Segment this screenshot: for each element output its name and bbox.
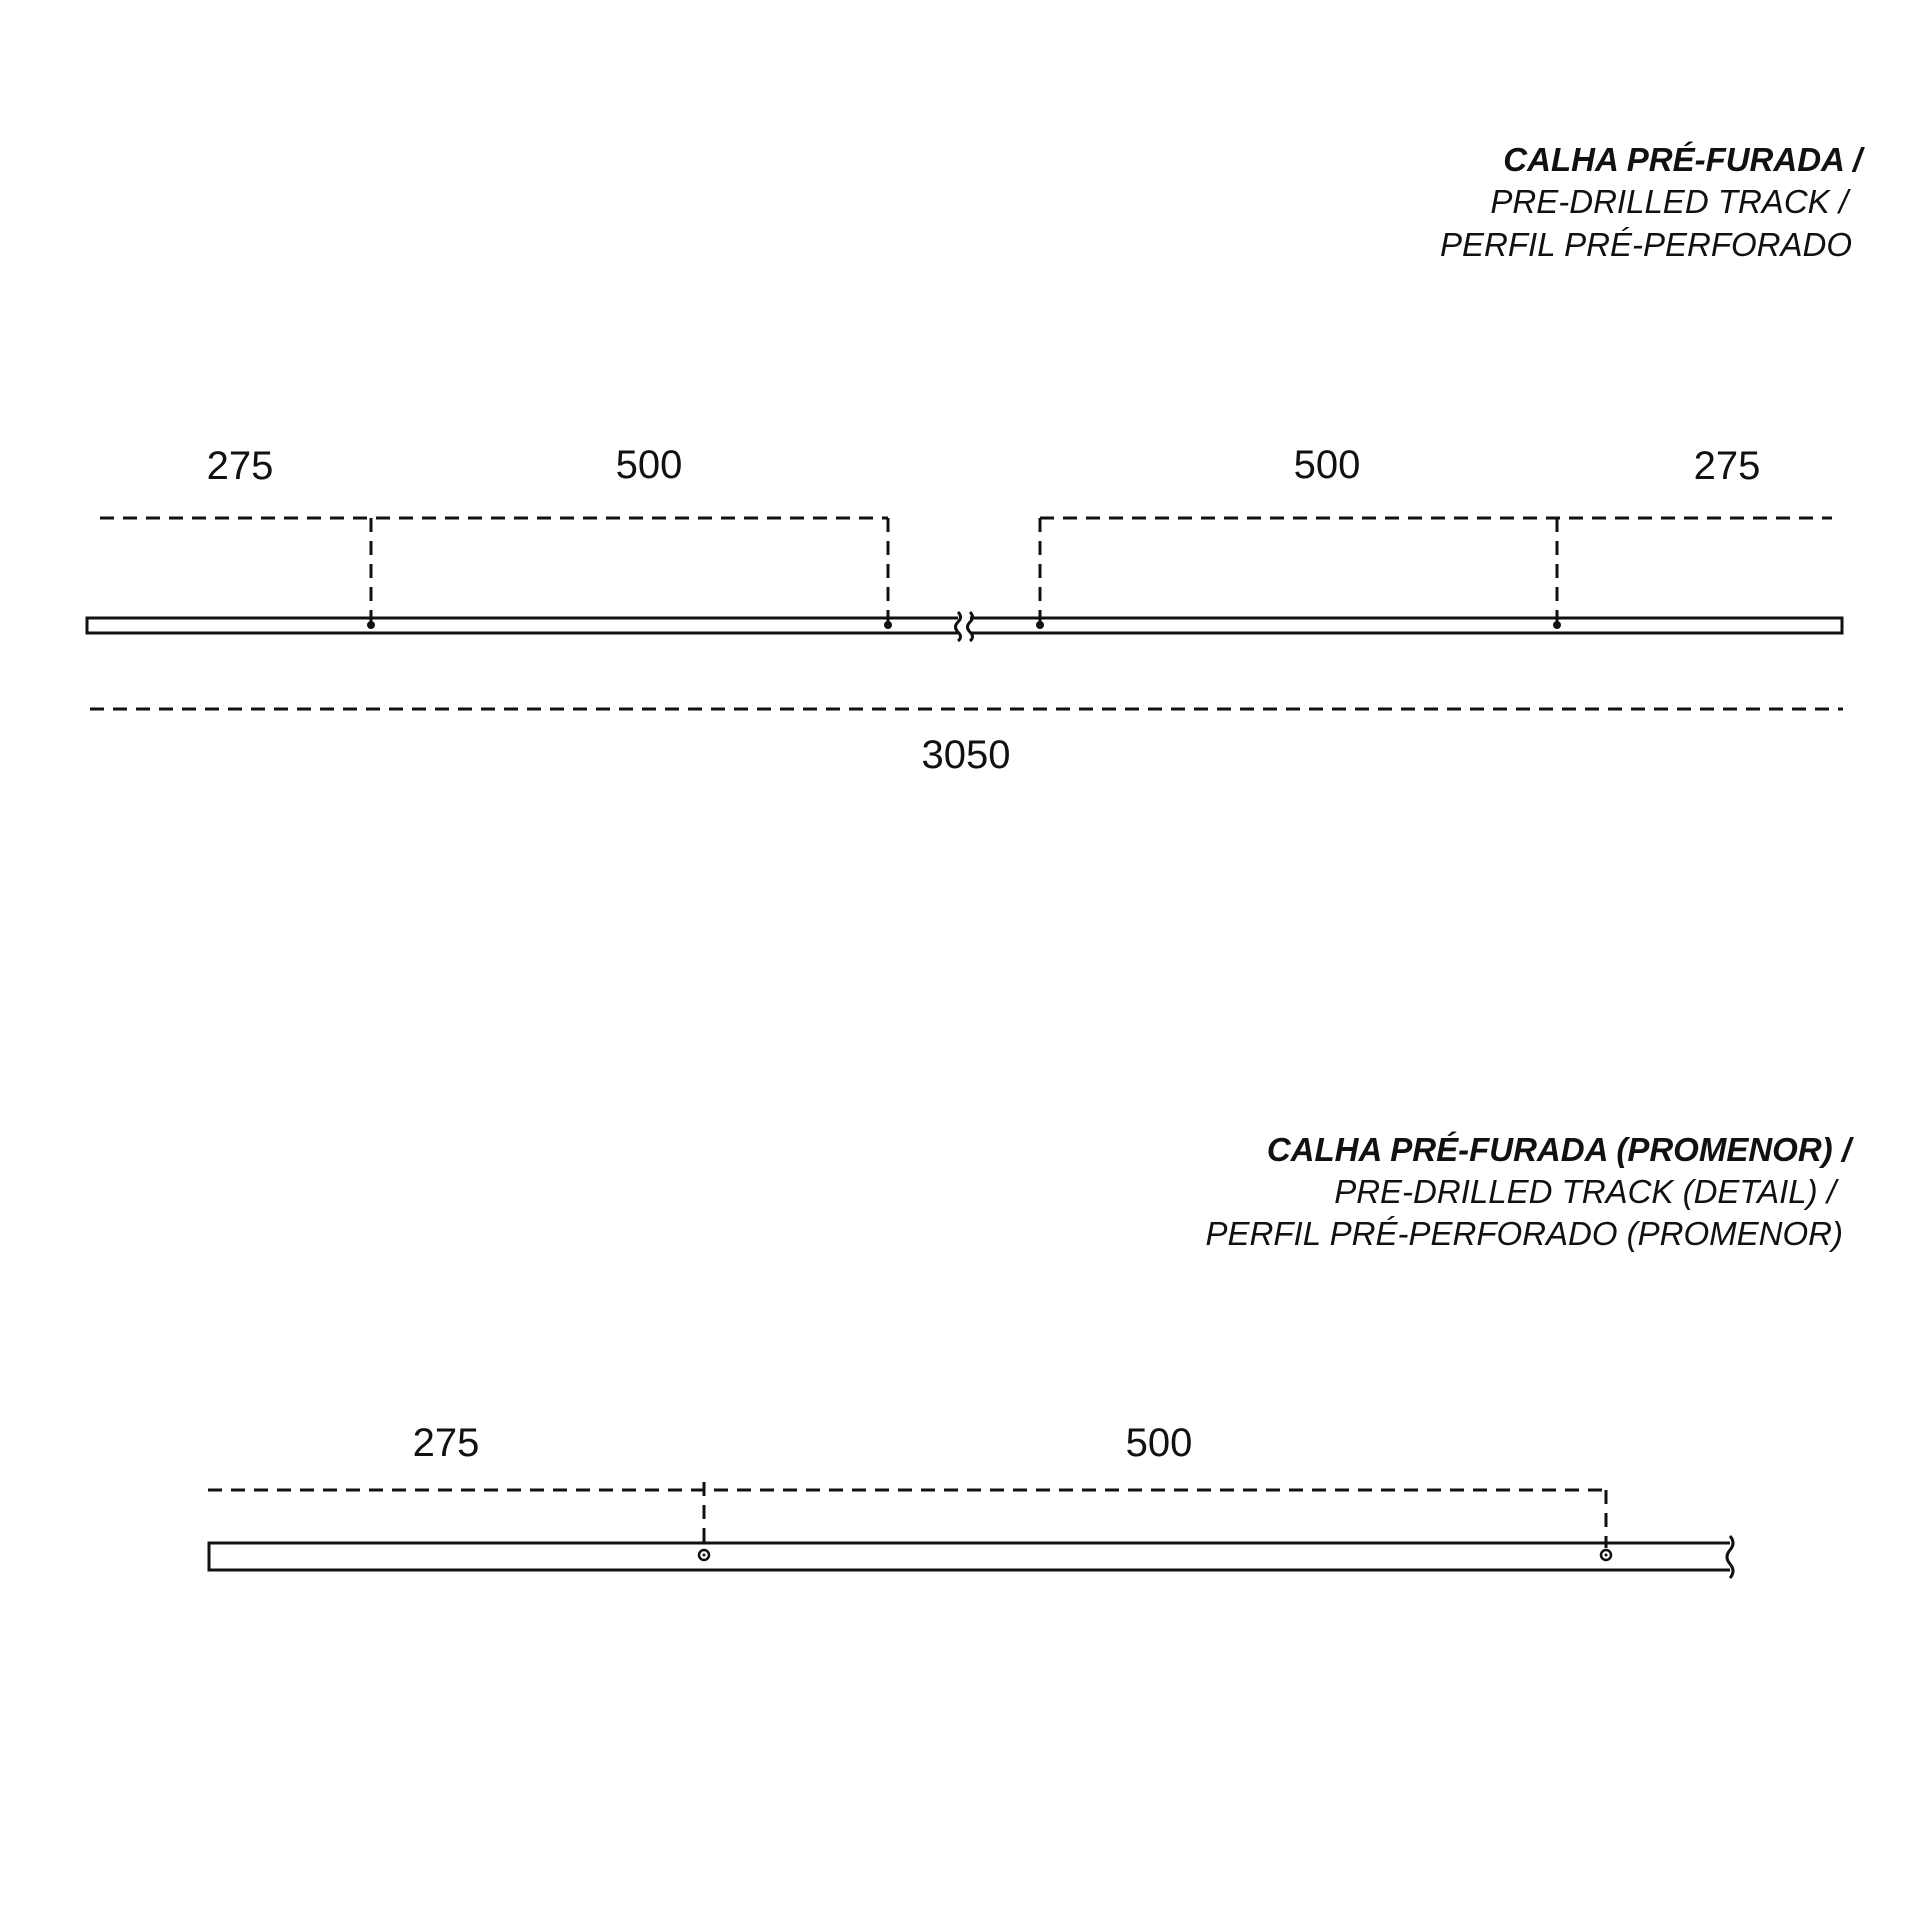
- detail-title-line3: PERFIL PRÉ-PERFORADO (PROMENOR): [1205, 1215, 1843, 1252]
- detail-track: [209, 1536, 1733, 1578]
- detail-title-bold: CALHA PRÉ-FURADA (PROMENOR) /: [1266, 1131, 1851, 1168]
- top-dim-500-right: 500: [1293, 443, 1361, 487]
- top-hole-3: [1036, 621, 1044, 629]
- top-track-left-part: [87, 618, 958, 633]
- detail-dimension-lines: [208, 1482, 1606, 1548]
- detail-dim-500: 500: [1125, 1421, 1193, 1465]
- top-track-right-part: [970, 618, 1842, 633]
- detail-hole-2-center: [1605, 1554, 1608, 1557]
- top-hole-1: [367, 621, 375, 629]
- top-title-line3: PERFIL PRÉ-PERFORADO: [1440, 226, 1852, 263]
- detail-title-line2: PRE-DRILLED TRACK (DETAIL) /: [1334, 1173, 1836, 1210]
- top-title-line2: PRE-DRILLED TRACK /: [1490, 183, 1848, 220]
- top-track: [87, 612, 1842, 641]
- top-dim-275-right: 275: [1693, 444, 1761, 488]
- detail-dim-275: 275: [412, 1421, 480, 1465]
- top-hole-2: [884, 621, 892, 629]
- top-title-bold: CALHA PRÉ-FURADA /: [1503, 141, 1862, 178]
- top-hole-4: [1553, 621, 1561, 629]
- top-total-dim: 3050: [921, 733, 1011, 777]
- top-dim-500-left: 500: [615, 443, 683, 487]
- top-break-symbol-right: [968, 612, 973, 641]
- top-dimension-lines: [100, 518, 1832, 622]
- detail-hole-1-center: [703, 1554, 706, 1557]
- top-dim-275-left: 275: [206, 444, 274, 488]
- detail-track-body: [209, 1543, 1730, 1570]
- top-break-symbol-left: [956, 612, 961, 641]
